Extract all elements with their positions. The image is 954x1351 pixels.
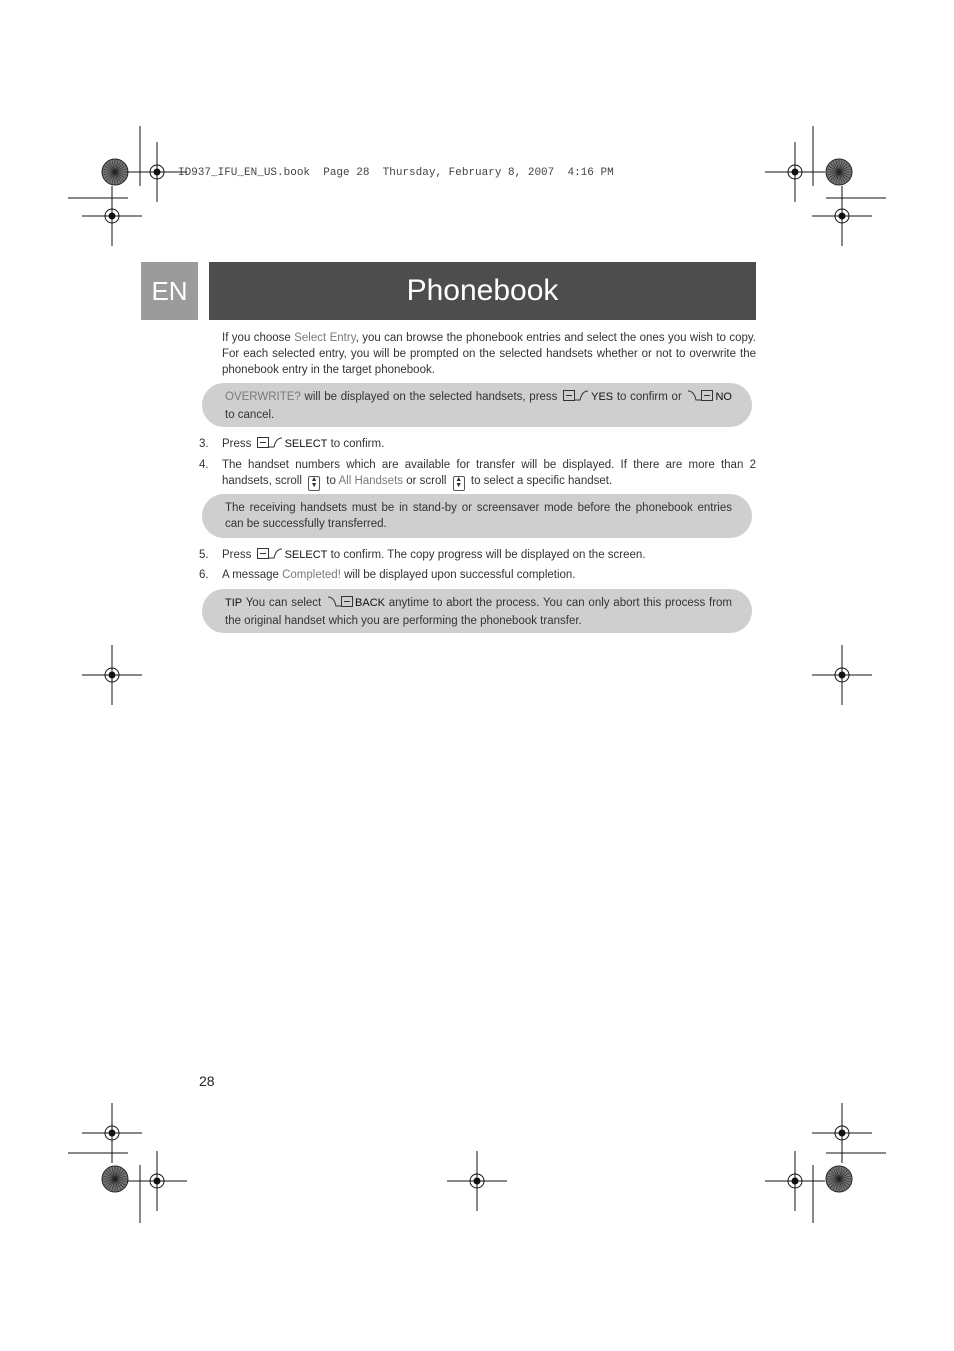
overwrite-term: OVERWRITE?	[225, 391, 301, 403]
standby-note: The receiving handsets must be in stand-by or screensaver mode before the phonebook entries can be successfully transferred.	[202, 494, 752, 538]
all-handsets-term: All Handsets	[338, 475, 404, 487]
scroll-key-icon: ▲ ▼	[308, 476, 320, 491]
select-label: SELECT	[284, 549, 328, 561]
right-softkey-icon	[327, 596, 353, 613]
select-label: SELECT	[284, 438, 328, 450]
left-softkey-icon	[563, 390, 589, 407]
step-6: 6. A message Completed! will be displayed upon successful completion.	[199, 569, 576, 581]
back-label: BACK	[355, 597, 385, 609]
tip-note: TIP You can select BACK anytime to abort the process. You can only abort this process from the original handset which you are performing the phonebook transfer.	[202, 589, 752, 633]
scroll-key-icon: ▲ ▼	[453, 476, 465, 491]
step-5: 5. Press SELECT to confirm. The copy progress will be displayed on the screen.	[199, 547, 756, 565]
overwrite-note: OVERWRITE? will be displayed on the selected handsets, press YES to confirm or NO to cancel.	[202, 383, 752, 427]
page-title: Phonebook	[209, 262, 756, 320]
step-3: 3. Press SELECT to confirm.	[199, 436, 756, 454]
select-entry-term: Select Entry	[294, 332, 356, 344]
print-header: ID937_IFU_EN_US.book Page 28 Thursday, February 8, 2007 4:16 PM	[178, 167, 614, 179]
step-4: 4. The handset numbers which are available for transfer will be displayed. If there are more than 2 handsets, scroll ▲ ▼ to All Handsets or scroll ▲ ▼ to select a specific handset.	[199, 459, 756, 489]
yes-label: YES	[591, 391, 614, 403]
completed-term: Completed!	[282, 569, 341, 581]
right-softkey-icon	[687, 390, 713, 407]
intro-paragraph: If you choose Select Entry, you can browse the phonebook entries and select the ones you wish to copy. For each selected entry, you will be prompted on the selected handsets whether or not to overwrite the phonebook entry in the target phonebook.	[222, 332, 756, 376]
tip-label: TIP	[225, 597, 243, 609]
page-number: 28	[199, 1073, 215, 1089]
no-label: NO	[715, 391, 732, 403]
left-softkey-icon	[257, 437, 283, 454]
left-softkey-icon	[257, 548, 283, 565]
language-tab: EN	[141, 262, 198, 320]
